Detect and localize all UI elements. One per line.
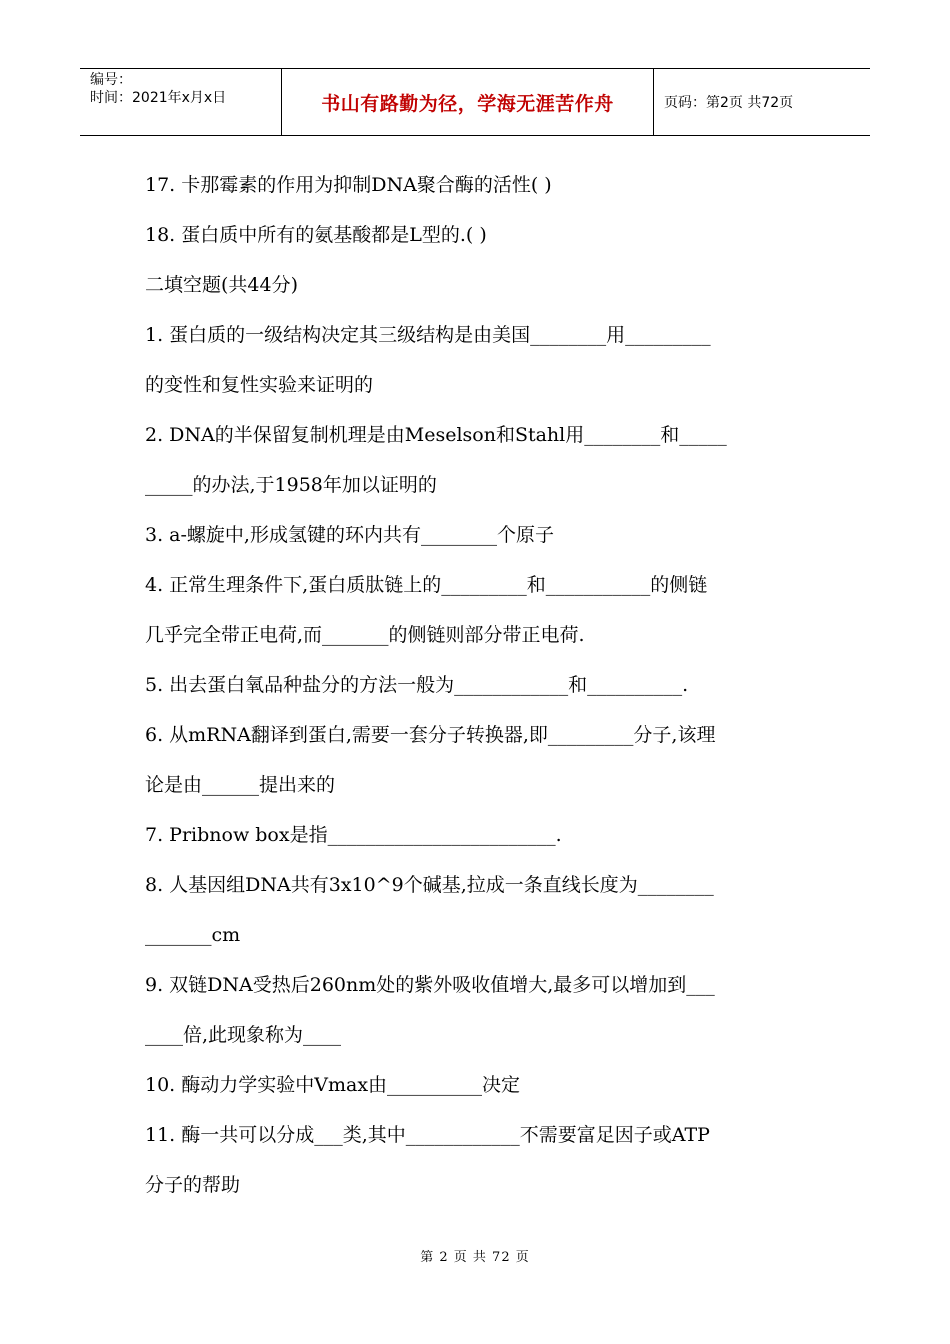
- text-line: 的变性和复性实验来证明的: [145, 374, 374, 396]
- document-body: [145, 160, 810, 1210]
- text-line: 4. 正常生理条件下,蛋白质肽链上的_________和___________的侧链: [145, 574, 708, 596]
- time-label: 时间：2021年x月x日: [90, 90, 227, 106]
- text-line: 论是由______提出来的: [145, 774, 336, 796]
- text-line: 几乎完全带正电荷,而_______的侧链则部分带正电荷.: [145, 624, 585, 646]
- header-meta: [80, 69, 282, 135]
- text-line: 分子的帮助: [145, 1174, 241, 1196]
- text-line: 2. DNA的半保留复制机理是由Meselson和Stahl用________和_____: [145, 424, 727, 446]
- text-line: ____倍,此现象称为____: [145, 1024, 342, 1046]
- text-line: 6. 从mRNA翻译到蛋白,需要一套分子转换器,即_________分子,该理: [145, 724, 716, 746]
- number-label: 编号：: [90, 72, 132, 88]
- page-header: [80, 68, 870, 136]
- page-footer: 第 2 页 共 72 页: [420, 1250, 530, 1265]
- section-heading: 二填空题(共44分): [145, 274, 299, 296]
- text-line: 10. 酶动力学实验中Vmax由__________决定: [145, 1074, 521, 1096]
- text-line: 1. 蛋白质的一级结构决定其三级结构是由美国________用_________: [145, 324, 711, 346]
- text-line: 9. 双链DNA受热后260nm处的紫外吸收值增大,最多可以增加到___: [145, 974, 715, 996]
- text-line: 18. 蛋白质中所有的氨基酸都是L型的.( ): [145, 224, 487, 246]
- text-line: _______cm: [145, 924, 241, 946]
- text-line: 5. 出去蛋白氧品种盐分的方法一般为____________和__________.: [145, 674, 689, 696]
- text-line: 8. 人基因组DNA共有3x10^9个碱基,拉成一条直线长度为________: [145, 874, 714, 896]
- text-line: 11. 酶一共可以分成___类,其中____________不需要富足因子或ATP: [145, 1124, 710, 1146]
- text-line: 7. Pribnow box是指________________________.: [145, 824, 562, 846]
- text-line: 17. 卡那霉素的作用为抑制DNA聚合酶的活性( ): [145, 174, 552, 196]
- page-info: 页码：第2页 共72页: [664, 95, 794, 111]
- header-motto: 书山有路勤为径，学海无涯苦作舟: [282, 69, 654, 135]
- text-line: 3. a-螺旋中,形成氢键的环内共有________个原子: [145, 524, 554, 546]
- text-line: _____的办法,于1958年加以证明的: [145, 474, 437, 496]
